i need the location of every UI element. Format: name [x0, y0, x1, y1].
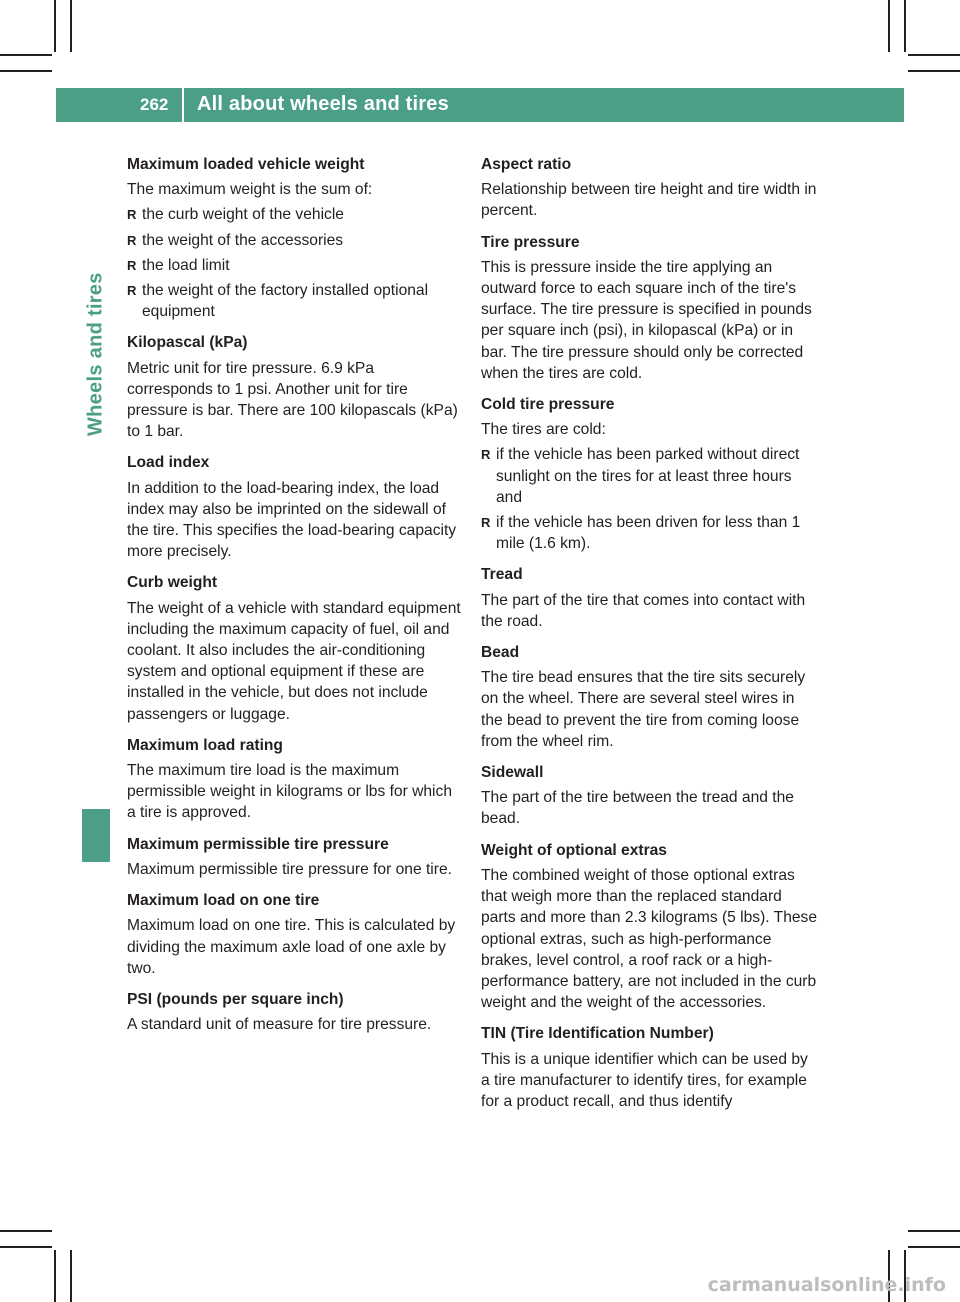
- glossary-term: PSI (pounds per square inch): [127, 990, 344, 1008]
- glossary-definition: The weight of a vehicle with standard equipment including the maximum capacity of fuel, oil and coolant. It also includes the air-conditioning system and optional equipment if these are installed in the vehicle, but does not include passengers or luggage.: [127, 599, 461, 723]
- bullet-item: R the weight of the factory installed optional equipment: [127, 280, 463, 322]
- glossary-term: Sidewall: [481, 764, 544, 782]
- page-header: [56, 88, 904, 122]
- watermark: carmanualsonline.info: [707, 1274, 946, 1296]
- bullet-item: R if the vehicle has been parked without direct sunlight on the tires for at least three hours and: [481, 444, 817, 508]
- glossary-term: Maximum loaded vehicle weight: [127, 156, 365, 173]
- right-column: [481, 154, 817, 1122]
- glossary-entry: [127, 735, 463, 824]
- crop-mark: [908, 1246, 960, 1248]
- glossary-definition: The combined weight of those optional extras that weigh more than the replaced standard parts and more than 2.3 kilograms (5 lbs). These optional extras, such as high-performance brakes, level control, a roof rack or a high-performance battery, are not included in the curb weight and the weight of the accessories.: [481, 866, 818, 1012]
- glossary-term: Maximum permissible tire pressure: [127, 835, 389, 853]
- glossary-entry: [127, 332, 463, 442]
- glossary-entry: [481, 1023, 817, 1112]
- page-number: 262: [140, 95, 169, 114]
- crop-mark: [0, 1230, 52, 1232]
- glossary-term: Kilopascal (kPa): [127, 334, 248, 352]
- bullet-list: [481, 444, 817, 554]
- crop-mark: [904, 0, 906, 52]
- crop-mark: [0, 70, 52, 72]
- crop-mark: [908, 54, 960, 56]
- glossary-entry: [481, 232, 817, 384]
- glossary-entry: [127, 154, 463, 322]
- chapter-tab-marker: [82, 809, 110, 862]
- glossary-entry: [481, 564, 817, 632]
- glossary-definition: Metric unit for tire pressure. 6.9 kPa corresponds to 1 psi. Another unit for tire pressure is bar. There are 100 kilopascals (kPa) to 1 bar.: [127, 359, 458, 441]
- glossary-term: Tread: [481, 566, 523, 584]
- glossary-definition: The part of the tire that comes into contact with the road.: [481, 591, 806, 630]
- crop-mark: [908, 70, 960, 72]
- glossary-entry: [127, 572, 463, 724]
- glossary-entry: [481, 394, 817, 554]
- crop-mark: [0, 1246, 52, 1248]
- glossary-entry: [127, 834, 463, 880]
- crop-mark: [70, 0, 72, 52]
- glossary-term: Aspect ratio: [481, 156, 572, 173]
- section-title: All about wheels and tires: [197, 93, 449, 115]
- glossary-term: Maximum load on one tire: [127, 892, 320, 910]
- glossary-entry: [127, 452, 463, 562]
- glossary-term: Curb weight: [127, 574, 218, 592]
- crop-mark: [54, 0, 56, 52]
- crop-mark: [70, 1250, 72, 1302]
- chapter-tab: [82, 122, 110, 862]
- glossary-entry: [481, 840, 817, 1014]
- glossary-entry: [481, 762, 817, 830]
- glossary-term: Cold tire pressure: [481, 396, 615, 414]
- glossary-definition: In addition to the load-bearing index, the load index may also be imprinted on the sidewall of the tire. This specifies the load-bearing capacity more precisely.: [127, 479, 457, 561]
- glossary-term: Bead: [481, 644, 520, 662]
- bullet-item: R if the vehicle has been driven for less than 1 mile (1.6 km).: [481, 512, 817, 554]
- glossary-term: Load index: [127, 454, 210, 472]
- glossary-entry: [127, 989, 463, 1035]
- glossary-term: Maximum load rating: [127, 736, 283, 754]
- glossary-definition: The part of the tire between the tread and the bead.: [481, 789, 794, 828]
- crop-mark: [908, 1230, 960, 1232]
- glossary-term: Weight of optional extras: [481, 841, 667, 859]
- bullet-item: R the load limit: [127, 255, 463, 276]
- glossary-definition: This is pressure inside the tire applying an outward force to each square inch of the tire's surface. The tire pressure is specified in pounds per square inch (psi), in kilopascal (kPa) or in bar. The tire pressure should only be corrected when the tires are cold.: [481, 258, 812, 382]
- glossary-definition: This is a unique identifier which can be used by a tire manufacturer to identify tires, for example for a product recall, and thus identify: [481, 1050, 808, 1110]
- glossary-entry: [481, 154, 817, 222]
- glossary-term: Tire pressure: [481, 233, 580, 251]
- glossary-definition: Maximum load on one tire. This is calculated by dividing the maximum axle load of one axle by two.: [127, 917, 456, 977]
- crop-mark: [0, 54, 52, 56]
- glossary-definition: Maximum permissible tire pressure for one tire.: [127, 860, 452, 878]
- glossary-definition: A standard unit of measure for tire pressure.: [127, 1016, 432, 1034]
- bullet-list: [127, 204, 463, 322]
- glossary-definition: The tire bead ensures that the tire sits securely on the wheel. There are several steel wires in the bead to prevent the tire from coming loose from the wheel rim.: [481, 669, 806, 750]
- glossary-definition: The maximum tire load is the maximum permissible weight in kilograms or lbs for which a tire is approved.: [127, 762, 452, 822]
- glossary-definition: The tires are cold:: [481, 421, 606, 439]
- bullet-item: R the weight of the accessories: [127, 230, 463, 251]
- crop-mark: [888, 0, 890, 52]
- header-divider: [182, 88, 184, 122]
- glossary-term: TIN (Tire Identification Number): [481, 1025, 714, 1043]
- glossary-definition: Relationship between tire height and tire width in percent.: [481, 181, 817, 220]
- crop-mark: [54, 1250, 56, 1302]
- glossary-entry: [481, 642, 817, 752]
- left-column: [127, 154, 463, 1045]
- chapter-tab-label: Wheels and tires: [84, 272, 107, 436]
- bullet-item: R the curb weight of the vehicle: [127, 204, 463, 225]
- glossary-entry: [127, 890, 463, 979]
- glossary-definition: The maximum weight is the sum of:: [127, 181, 373, 199]
